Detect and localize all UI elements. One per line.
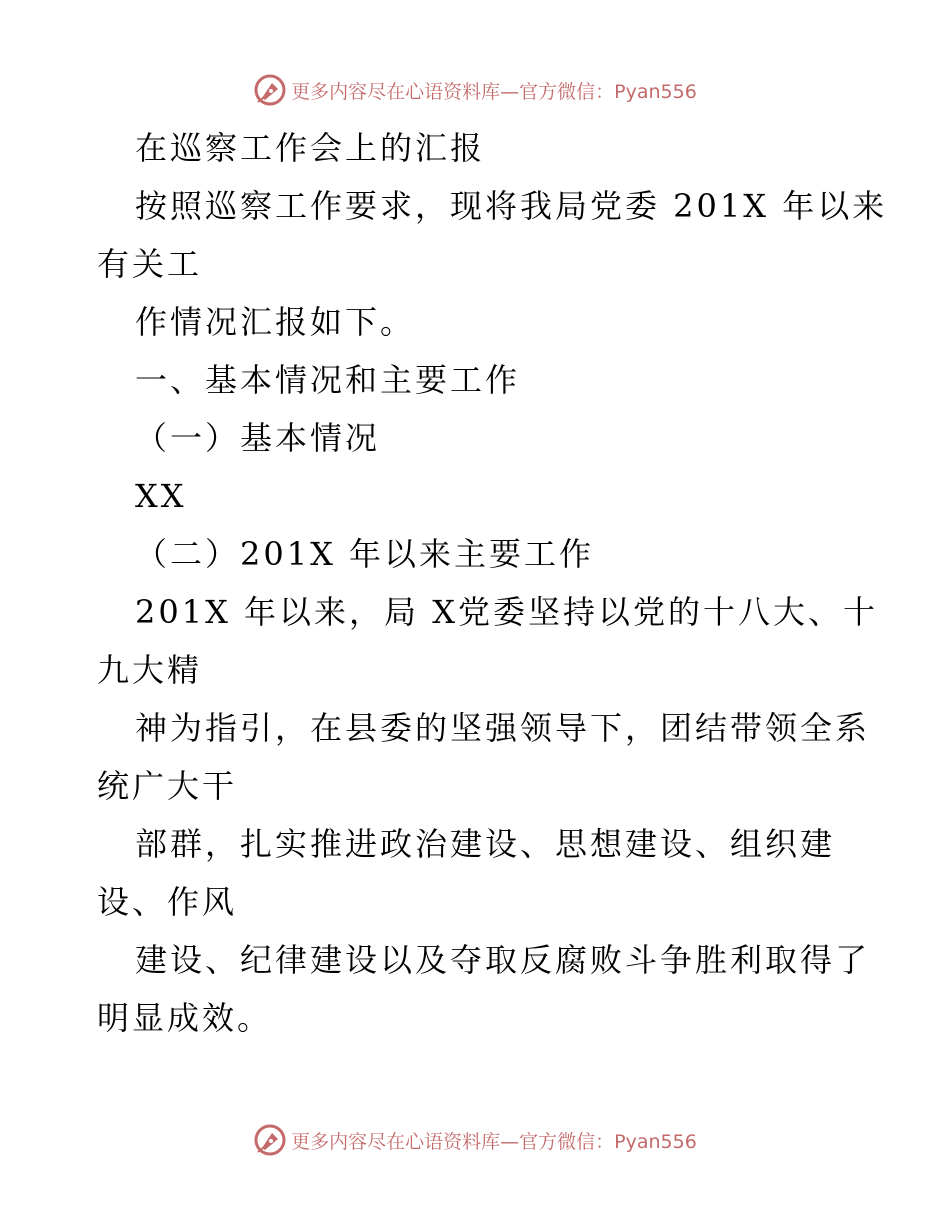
header-watermark: [0, 70, 950, 110]
paragraph-line: 201X 年以来，局 X党委坚持以党的十八大、十: [135, 593, 878, 631]
paragraph-line: 明显成效。: [97, 999, 273, 1037]
subsection-heading: （一）基本情况: [135, 419, 381, 457]
subsection-heading: （二）201X 年以来主要工作: [135, 535, 595, 573]
footer-watermark: [0, 1120, 950, 1160]
paragraph-line: 按照巡察工作要求，现将我局党委 201X 年以来: [135, 187, 888, 225]
paragraph-line: XX: [135, 477, 187, 515]
watermark-text: 更多内容尽在心语资料库—官方微信：Pyan556: [291, 1130, 697, 1153]
document-title: 在巡察工作会上的汇报: [135, 129, 486, 167]
paragraph-line: 九大精: [97, 651, 203, 689]
pen-nib-logo-icon: [253, 73, 287, 107]
pen-nib-logo-icon: [253, 1123, 287, 1157]
section-heading: 一、基本情况和主要工作: [135, 361, 521, 399]
watermark-text: 更多内容尽在心语资料库—官方微信：Pyan556: [291, 80, 697, 103]
paragraph-line: 部群，扎实推进政治建设、思想建设、组织建: [135, 825, 836, 863]
paragraph-line: 统广大干: [97, 767, 238, 805]
paragraph-line: 神为指引，在县委的坚强领导下，团结带领全系: [135, 709, 871, 747]
paragraph-line: 作情况汇报如下。: [135, 303, 416, 341]
paragraph-line: 设、作风: [97, 883, 238, 921]
paragraph-line: 有关工: [97, 245, 203, 283]
paragraph-line: 建设、纪律建设以及夺取反腐败斗争胜利取得了: [135, 941, 871, 979]
